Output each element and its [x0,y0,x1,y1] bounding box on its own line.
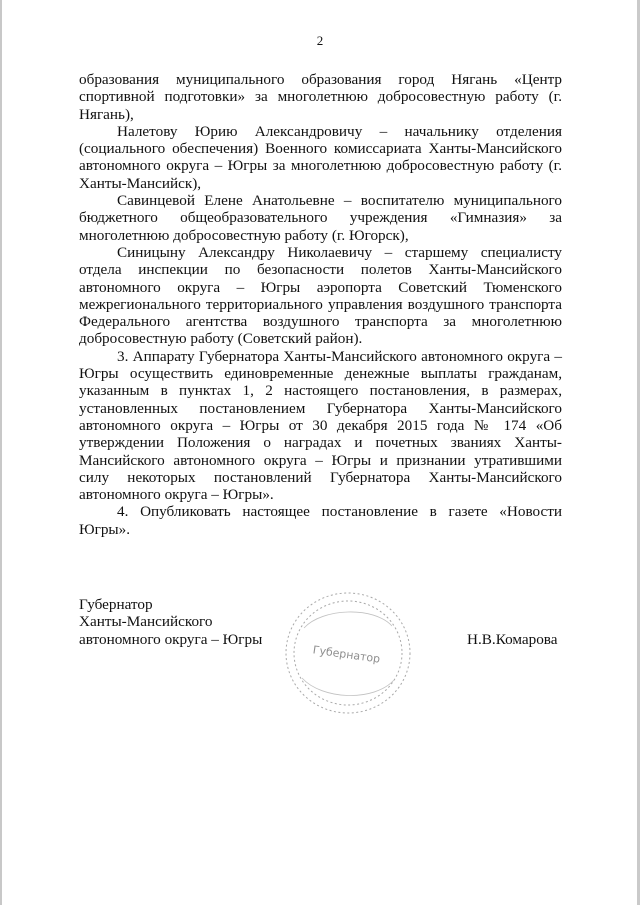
signatory-name: Н.В.Комарова [467,631,558,648]
document-body [79,71,562,538]
signatory-title-line: автономного округа – Югры [79,630,263,648]
paragraph: Синицыну Александру Николаевичу – старшему специалисту отдела инспекции по безопасности полетов Ханты-Мансийского автономного округа – Югры аэропорта Советский Тюменского межрегионального территориального управления воздушного транспорта Федерального агентства воздушного транспорта за многолетнюю добросовестную работу (Советский район). [79,243,562,348]
paragraph: 4. Опубликовать настоящее постановление в газете «Новости Югры». [79,503,562,538]
signatory-title-line: Ханты-Мансийского [79,613,213,631]
page-number: 2 [316,33,324,48]
seal-text: Губернатор [312,643,381,666]
paragraph: Налетову Юрию Александровичу – начальнику отделения (социального обеспечения) Военного комиссариата Ханты-Мансийского автономного округа – Югры за многолетнюю добросовестную работу (г. Ханты-Мансийск), [79,122,562,192]
paragraph: образования муниципального образования город Нягань «Центр спортивной подготовки» за многолетнюю добросовестную работу (г. Нягань), [79,71,562,123]
scan-edge-left [0,0,2,905]
paragraph: Савинцевой Елене Анатольевне – воспитателю муниципального бюджетного общеобразовательного учреждения «Гимназия» за многолетнюю добросовестную работу (г. Югорск), [79,192,562,244]
governor-seal [282,588,414,718]
signatory-title-line: Губернатор [79,596,153,613]
signatory-title [79,596,262,648]
paragraph: 3. Аппарату Губернатора Ханты-Мансийского автономного округа – Югры осуществить единовременные денежные выплаты гражданам, указанным в пунктах 1, 2 настоящего постановления, в размерах, установленных постановлением Губернатора Ханты-Мансийского автономного округа – Югры от 30 декабря 2015 года № 174 «Об утверждении Положения о наградах и почетных званиях Ханты-Мансийского автономного округа – Югры и признании утратившими силу некоторых постановлений Губернатора Ханты-Мансийского автономного округа – Югры». [79,347,562,504]
